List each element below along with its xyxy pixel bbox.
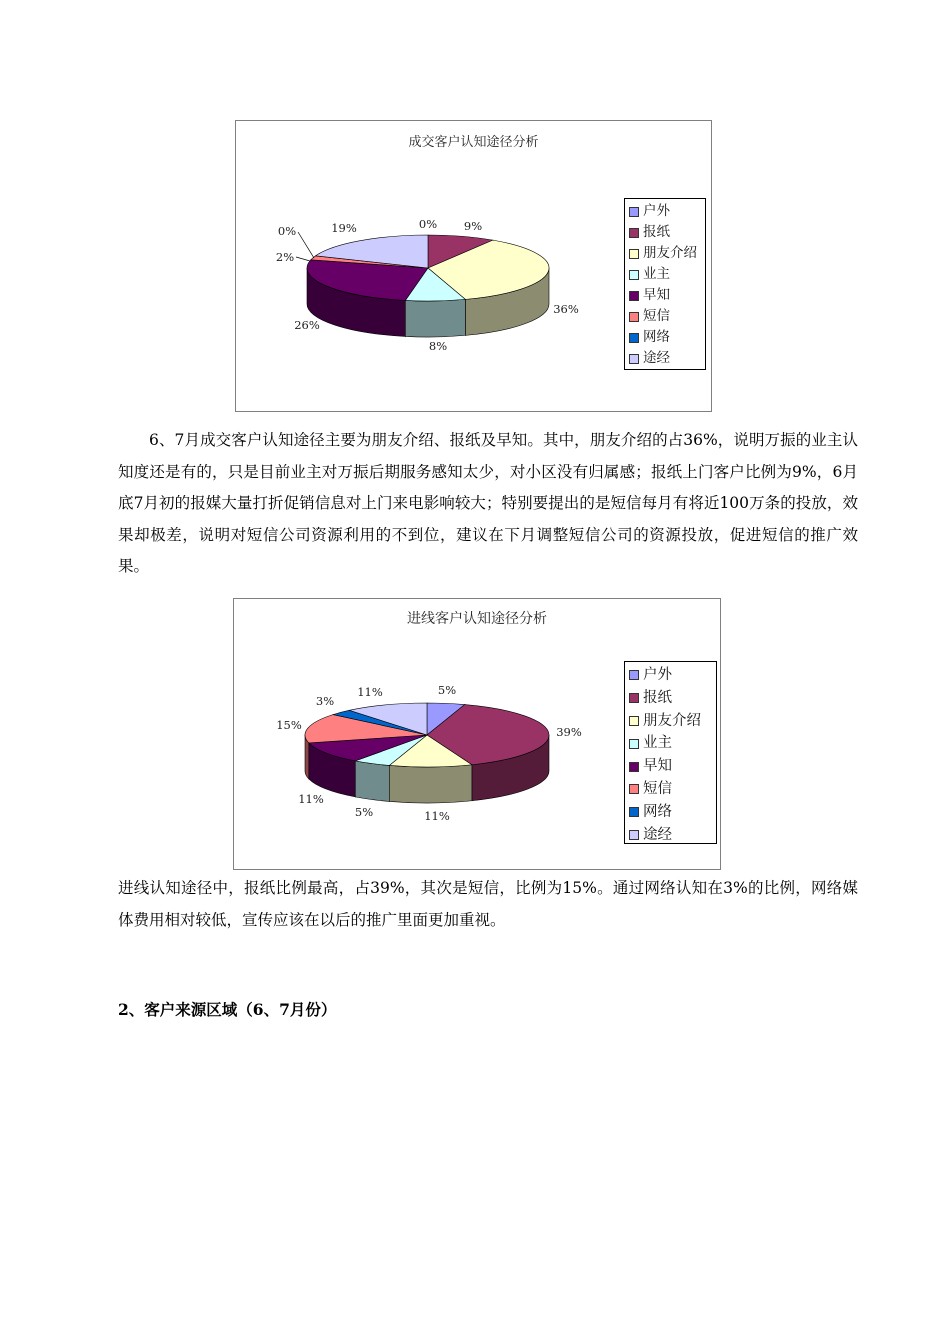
- legend-label: 朋友介绍: [643, 712, 701, 729]
- legend-item-早知: [629, 755, 712, 778]
- legend-item-途经: [629, 824, 712, 847]
- legend-swatch: [629, 693, 639, 703]
- chart-title: 成交客户认知途径分析: [408, 135, 539, 150]
- section-heading: 2、客户来源区域（6、7月份）: [118, 1000, 337, 1019]
- pie-slice-side-朋友介绍: [389, 765, 472, 803]
- legend-swatch: [629, 291, 639, 301]
- legend-label: 网络: [643, 803, 672, 820]
- legend-swatch: [629, 739, 639, 749]
- leader-line-网络: [298, 232, 314, 258]
- legend-swatch: [629, 354, 639, 364]
- data-label-网络: 3%: [315, 694, 335, 708]
- legend-label: 网络: [643, 329, 670, 345]
- legend-item-业主: [629, 732, 712, 755]
- paragraph-inbound-analysis: 进线认知途径中，报纸比例最高，占39%，其次是短信，比例为15%。通过网络认知在3%的比例，网络媒体费用相对较低，宣传应该在以后的推广里面更加重视。: [118, 879, 858, 929]
- legend-item-报纸: [629, 222, 701, 243]
- data-label-早知: 11%: [298, 792, 324, 806]
- chart-inbound-customers: [233, 598, 721, 870]
- data-label-业主: 8%: [428, 339, 448, 353]
- legend-swatch: [629, 670, 639, 680]
- legend-label: 业主: [643, 735, 672, 752]
- data-label-朋友介绍: 36%: [553, 302, 579, 316]
- leader-line-短信: [296, 257, 310, 261]
- legend-swatch: [629, 228, 639, 238]
- legend-label: 业主: [643, 266, 670, 282]
- legend-swatch: [629, 333, 639, 343]
- legend-swatch: [629, 784, 639, 794]
- legend-item-短信: [629, 778, 712, 801]
- pie-slice-side-业主: [355, 761, 389, 802]
- legend-item-网络: [629, 801, 712, 824]
- legend-label: 途经: [643, 350, 670, 366]
- legend-swatch: [629, 830, 639, 840]
- legend-item-网络: [629, 327, 701, 348]
- legend-label: 短信: [643, 308, 670, 324]
- legend-item-早知: [629, 285, 701, 306]
- legend-label: 朋友介绍: [643, 245, 697, 261]
- legend-item-户外: [629, 201, 701, 222]
- chart-deal-customers: [235, 120, 712, 412]
- legend-label: 报纸: [643, 224, 670, 240]
- data-label-途经: 11%: [357, 685, 383, 699]
- legend-item-朋友介绍: [629, 710, 712, 733]
- legend-swatch: [629, 807, 639, 817]
- data-label-户外: 5%: [437, 683, 457, 697]
- legend-label: 途经: [643, 826, 672, 843]
- data-label-短信: 2%: [275, 250, 295, 264]
- data-label-早知: 26%: [294, 318, 320, 332]
- legend-item-途经: [629, 348, 701, 369]
- data-label-户外: 0%: [418, 217, 438, 231]
- paragraph-deal-analysis: 6、7月成交客户认知途径主要为朋友介绍、报纸及早知。其中，朋友介绍的占36%，说明万振的业主认知度还是有的，只是目前业主对万振后期服务感知太少，对小区没有归属感；报纸上门客户比例为9%，6月底7月初的报媒大量打折促销信息对上门来电影响较大；特别要提出的是短信每月有将近100万条的投放，效果却极差，说明对短信公司资源利用的不到位，建议在下月调整短信公司的资源投放，促进短信的推广效果。: [118, 431, 858, 575]
- legend-swatch: [629, 207, 639, 217]
- legend-label: 户外: [643, 203, 670, 219]
- legend-item-户外: [629, 664, 712, 687]
- legend-item-业主: [629, 264, 701, 285]
- legend-label: 短信: [643, 780, 672, 797]
- legend-swatch: [629, 270, 639, 280]
- legend-item-报纸: [629, 687, 712, 710]
- data-label-报纸: 9%: [463, 219, 483, 233]
- legend-item-朋友介绍: [629, 243, 701, 264]
- legend-label: 报纸: [643, 689, 672, 706]
- data-label-途经: 19%: [331, 221, 357, 235]
- chart-legend: [624, 198, 706, 370]
- legend-label: 户外: [643, 667, 672, 683]
- chart-legend: [624, 661, 717, 844]
- pie-slice-side-业主: [405, 299, 465, 337]
- legend-item-短信: [629, 306, 701, 327]
- data-label-网络: 0%: [277, 224, 297, 238]
- data-label-报纸: 39%: [556, 725, 582, 739]
- chart-title: 进线客户认知途径分析: [407, 611, 547, 627]
- legend-swatch: [629, 312, 639, 322]
- pie-tops: [305, 703, 549, 767]
- legend-swatch: [629, 716, 639, 726]
- pie-tops: [307, 235, 549, 301]
- legend-swatch: [629, 249, 639, 259]
- data-label-朋友介绍: 11%: [424, 809, 450, 823]
- data-label-短信: 15%: [276, 718, 302, 732]
- legend-label: 早知: [643, 758, 672, 775]
- data-label-业主: 5%: [354, 805, 374, 819]
- legend-label: 早知: [643, 287, 670, 303]
- legend-swatch: [629, 762, 639, 772]
